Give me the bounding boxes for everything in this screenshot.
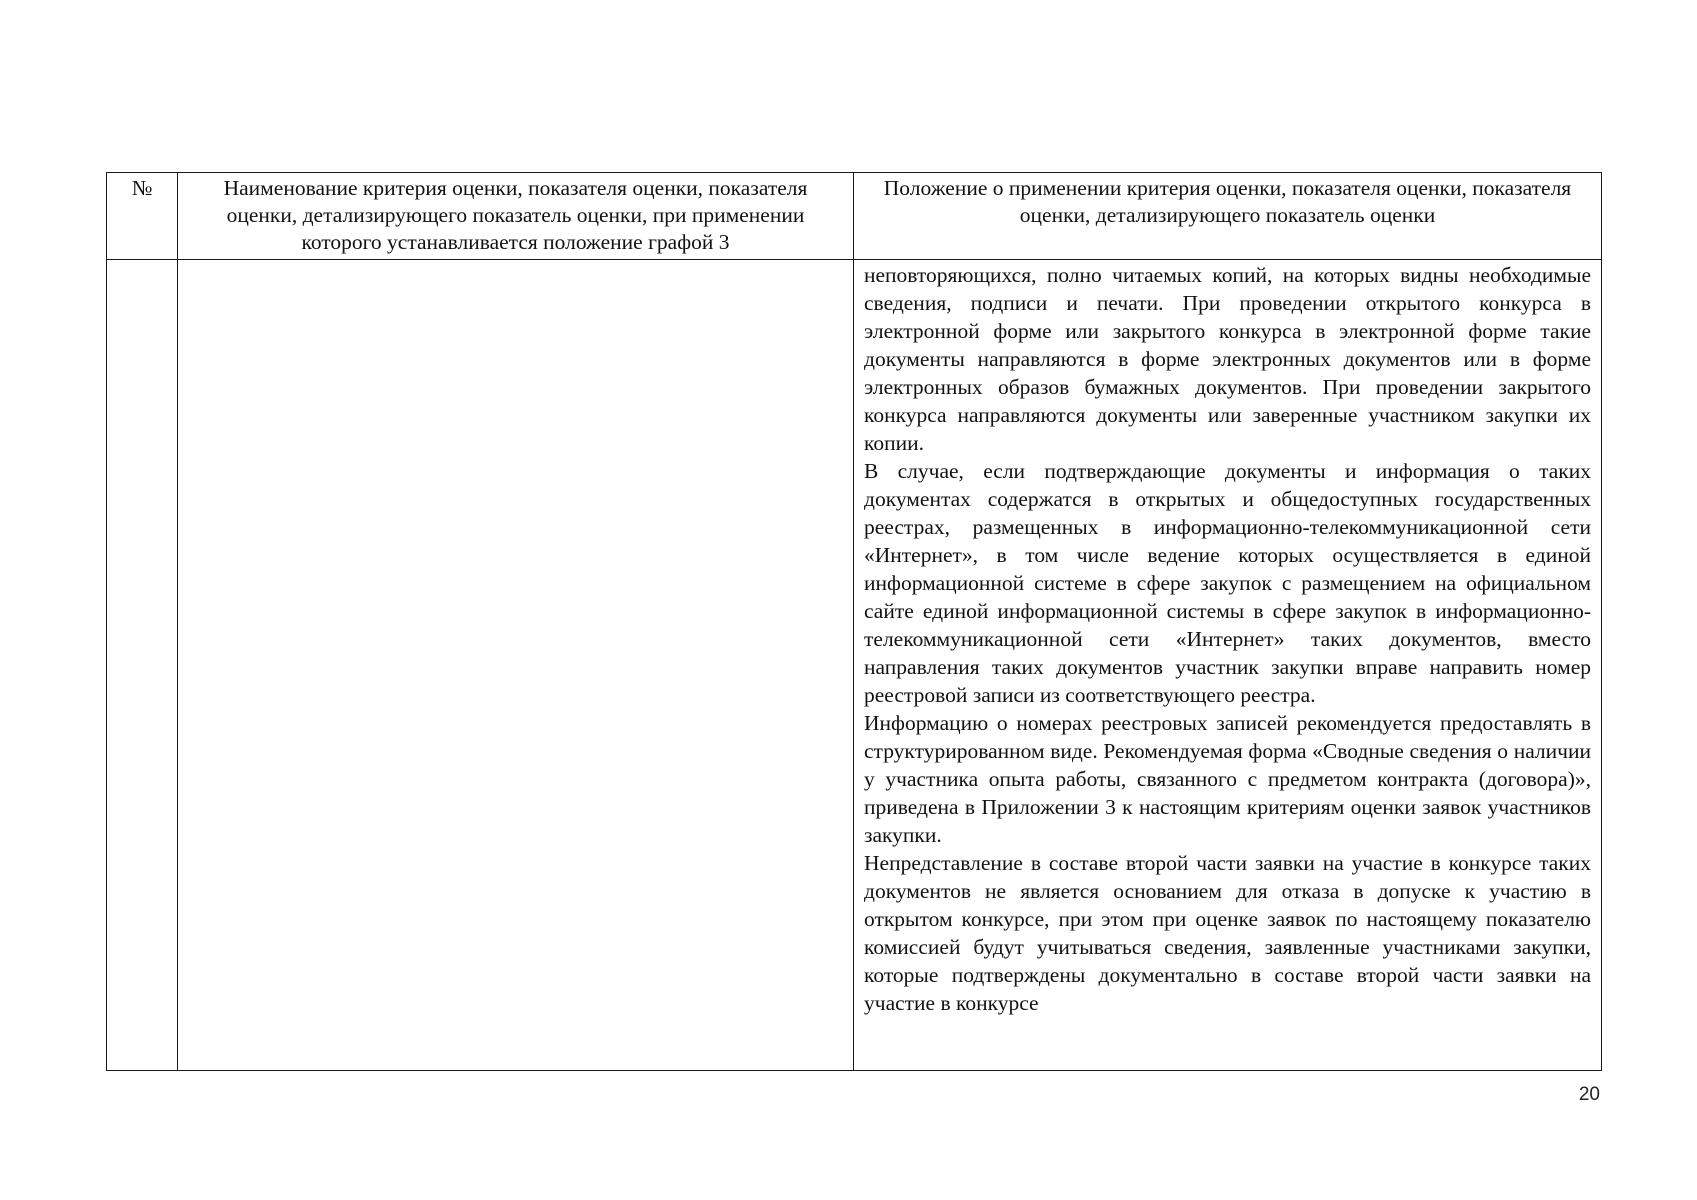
header-number: № — [107, 173, 178, 260]
criteria-table — [106, 172, 1602, 1071]
paragraph-registries: В случае, если подтверждающие документы и информация о таких документах содержатся в открытых и общедоступных государственных реестрах, размещенных в информационно-телекоммуникационной сети «Интернет», в том числе ведение которых осуществляется в единой информационной системе в сфере закупок с размещением на официальном сайте единой информационной системы в сфере закупок в информационно-телекоммуникационной сети «Интернет» таких документов, вместо направления таких документов участник закупки вправе направить номер реестровой записи из соответствующего реестра. — [864, 459, 1591, 707]
paragraph-documents: неповторяющихся, полно читаемых копий, на которых видны необходимые сведения, подписи и печати. При проведении открытого конкурса в электронной форме или закрытого конкурса в электронной форме такие документы направляются в форме электронных документов или в форме электронных образов бумажных документов. При проведении закрытого конкурса направляются документы или заверенные участником закупки их копии. — [864, 263, 1591, 455]
cell-application-position — [854, 260, 1602, 1071]
cell-number — [107, 260, 178, 1071]
paragraph-non-submission: Непредставление в составе второй части заявки на участие в конкурсе таких документов не является основанием для отказа в допуске к участию в открытом конкурсе, при этом при оценке заявок по настоящему показателю комиссией будут учитываться сведения, заявленные участниками закупки, которые подтверждены документально в составе второй части заявки на участие в конкурсе — [864, 851, 1591, 1015]
header-criterion-name: Наименование критерия оценки, показателя оценки, показателя оценки, детализирующего показатель оценки, при применении которого устанавливается положение графой 3 — [178, 173, 854, 260]
header-application-position: Положение о применении критерия оценки, показателя оценки, показателя оценки, детализирующего показатель оценки — [854, 173, 1602, 260]
page-number: 20 — [1578, 1084, 1600, 1105]
paragraph-registry-info: Информацию о номерах реестровых записей рекомендуется предоставлять в структурированном виде. Рекомендуемая форма «Сводные сведения о наличии у участника опыта работы, связанного с предметом контракта (договора)», приведена в Приложении 3 к настоящим критериям оценки заявок участников закупки. — [864, 711, 1591, 847]
table-header-row — [107, 173, 1602, 260]
cell-criterion-name — [178, 260, 854, 1071]
table-row — [107, 260, 1602, 1071]
